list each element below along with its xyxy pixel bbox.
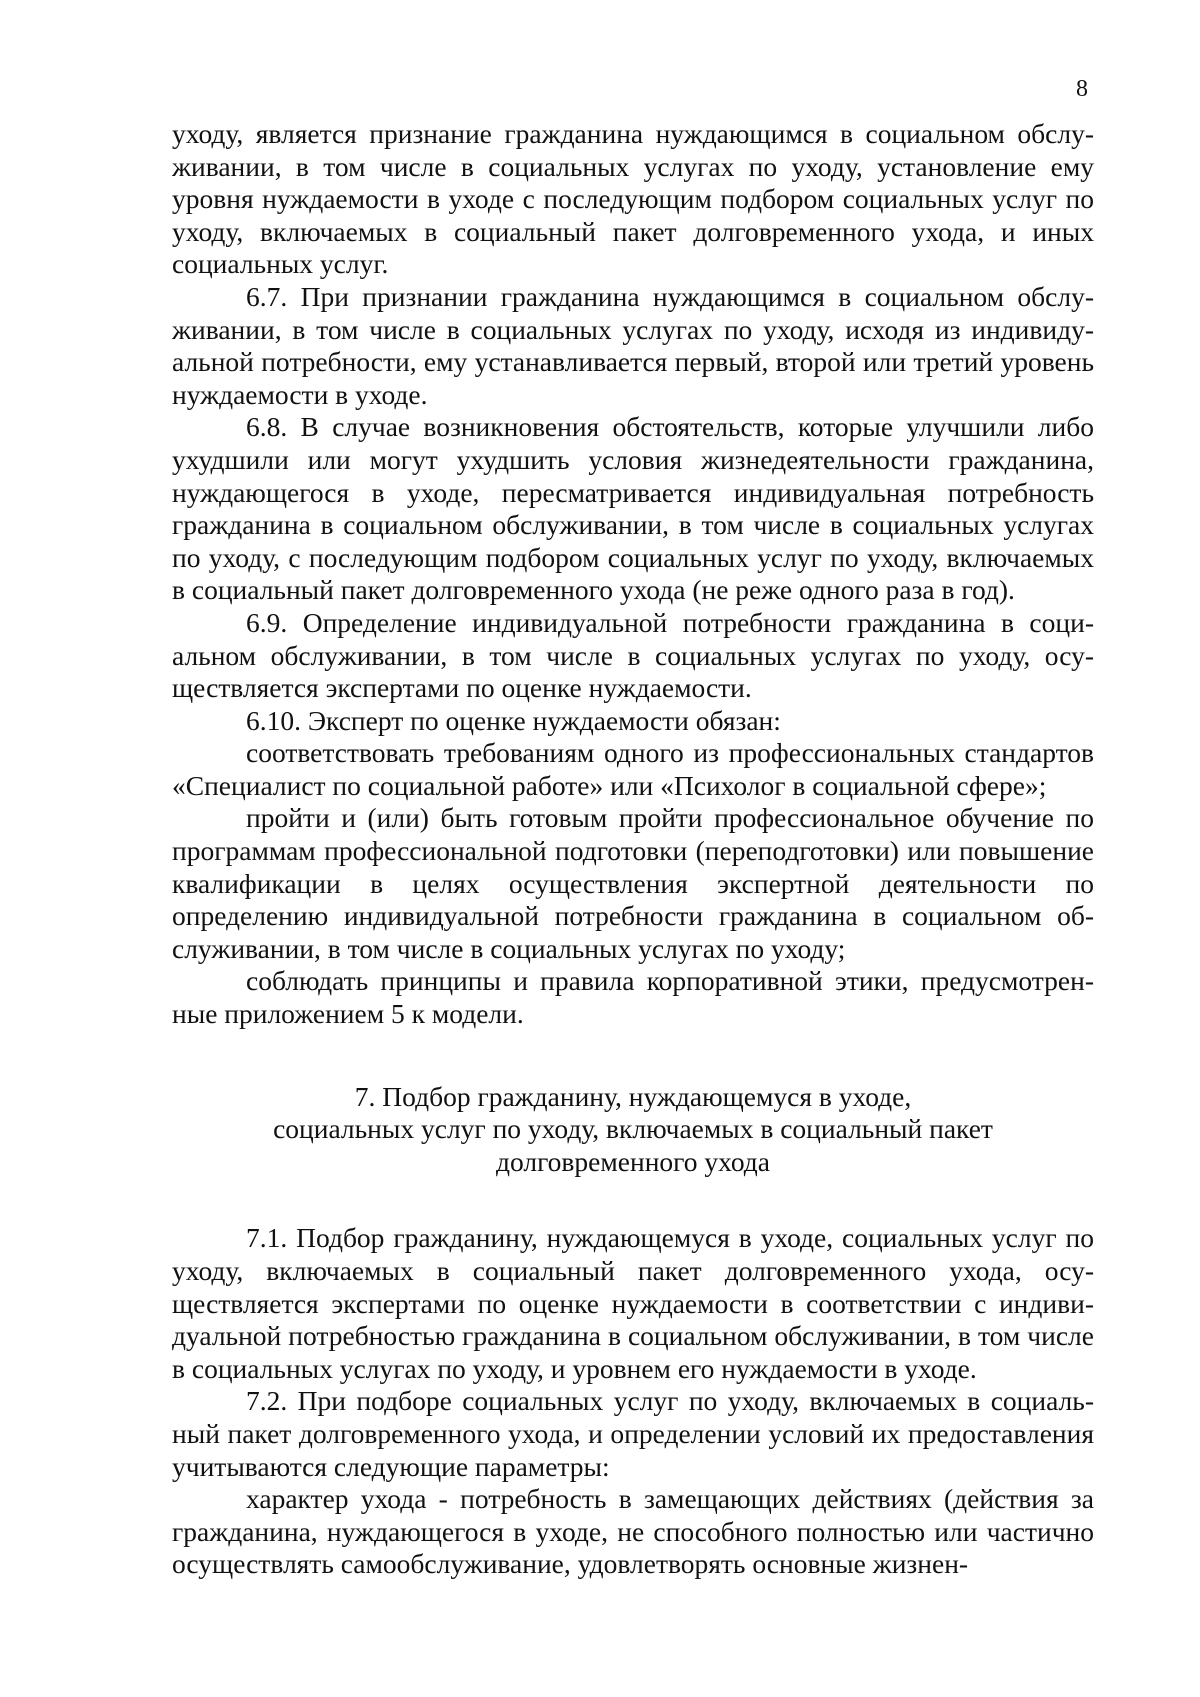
list-item-care-nature: характер ухода - потребность в замещающих действиях (действия за гражданина, нуждающегося в уходе, не способного полностью или частично осуществлять самообслуживание, удовлетворять основные жизнен- <box>172 1483 1094 1580</box>
section-heading-line-3: долговременного ухода <box>495 1145 770 1177</box>
paragraph-6-7: 6.7. При признании гражданина нуждающимся в социальном обслуживании, в том числе в социальных услугах по уходу, исходя из индивидуальной потребности, ему устанавливается первый, второй или третий уровень нуждаемости в уходе. <box>172 280 1094 410</box>
section-heading-line-1: 7. Подбор гражданину, нуждающемуся в уходе, <box>354 1080 912 1112</box>
section-heading-line-2: социальных услуг по уходу, включаемых в социальный пакет <box>273 1113 993 1145</box>
list-item-training: пройти и (или) быть готовым пройти профессиональное обучение по программам профессиональной подготовки (переподготовки) или повышение квалификации в целях осуществления экспертной деятельности по определению индивидуальной потребности гражданина в социальном обслуживании, в том числе в социальных услугах по уходу; <box>172 802 1094 964</box>
paragraph-6-9: 6.9. Определение индивидуальной потребности гражданина в социальном обслуживании, в том числе в социальных услугах по уходу, осуществляется экспертами по оценке нуждаемости. <box>172 606 1094 704</box>
document-body <box>172 118 1094 1581</box>
page-number: 8 <box>1076 76 1088 102</box>
paragraph-7-2: 7.2. При подборе социальных услуг по уходу, включаемых в социальный пакет долговременного ухода, и определении условий их предоставления учитываются следующие параметры: <box>172 1385 1094 1482</box>
paragraph-continuation: уходу, является признание гражданина нуждающимся в социальном обслуживании, в том числе в социальных услугах по уходу, установление ему уровня нуждаемости в уходе с последующим подбором социальных услуг по уходу, включаемых в социальный пакет долговременного ухода, и иных социальных услуг. <box>172 118 1094 280</box>
section-heading <box>172 1081 1094 1179</box>
paragraph-7-1: 7.1. Подбор гражданину, нуждающемуся в уходе, социальных услуг по уходу, включаемых в социальный пакет долговременного ухода, осуществляется экспертами по оценке нуждаемости в соответствии с индивидуальной потребностью гражданина в социальном обслуживании, в том числе в социальных услугах по уходу, и уровнем его нуждаемости в уходе. <box>172 1222 1094 1384</box>
paragraph-6-10: 6.10. Эксперт по оценке нуждаемости обязан: <box>246 704 781 736</box>
list-item-standards: соответствовать требованиям одного из профессиональных стандартов «Специалист по социальной работе» или «Психолог в социальной сфере»; <box>172 737 1094 801</box>
list-item-ethics: соблюдать принципы и правила корпоративной этики, предусмотренные приложением 5 к модели. <box>172 965 1094 1030</box>
paragraph-6-8: 6.8. В случае возникновения обстоятельств, которые улучшили либо ухудшили или могут ухудшить условия жизнедеятельности гражданина, нуждающегося в уходе, пересматривается индивидуальная потребность гражданина в социальном обслуживании, в том числе в социальных услугах по уходу, с последующим подбором социальных услуг по уходу, включаемых в социальный пакет долговременного ухода (не реже одного раза в год). <box>172 411 1094 606</box>
